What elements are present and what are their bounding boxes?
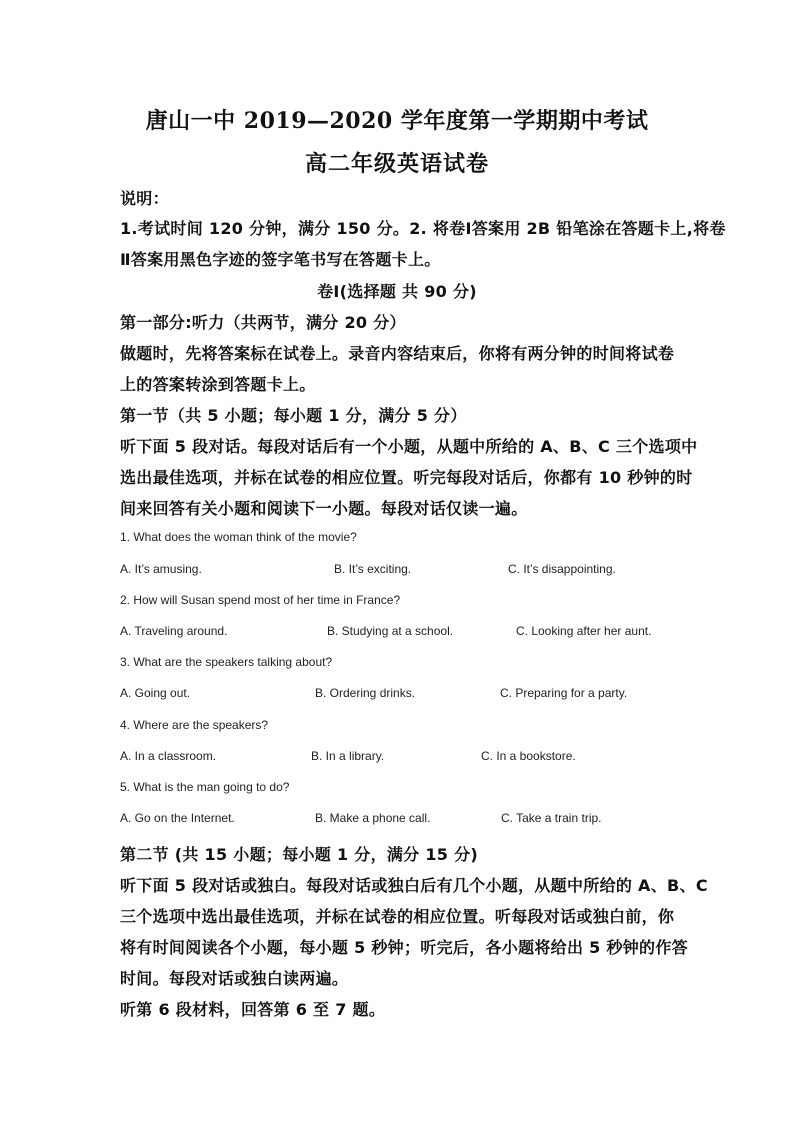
question-1: 1. What does the woman think of the movie? xyxy=(120,530,357,544)
question-2-option-a: A. Traveling around. xyxy=(120,624,228,638)
section-2-desc-line-3: 将有时间阅读各个小题，每小题 5 秒钟；听完后，各小题将给出 5 秒钟的作答 xyxy=(120,938,688,957)
question-1-option-c: C. It’s disappointing. xyxy=(508,562,616,576)
exam-subtitle: 高二年级英语试卷 xyxy=(304,151,489,177)
section-1-heading: 第一节（共 5 小题；每小题 1 分，满分 5 分） xyxy=(120,406,467,425)
section-1-desc-line-3: 间来回答有关小题和阅读下一小题。每段对话仅读一遍。 xyxy=(120,499,528,518)
question-1-option-a: A. It’s amusing. xyxy=(120,562,202,576)
question-2-option-b: B. Studying at a school. xyxy=(327,624,454,638)
part-1-heading: 第一部分:听力（共两节，满分 20 分） xyxy=(120,313,406,332)
question-2: 2. How will Susan spend most of her time in France? xyxy=(120,593,401,607)
question-4-option-c: C. In a bookstore. xyxy=(481,749,576,763)
instructions-line-2: Ⅱ答案用黑色字迹的签字笔书写在答题卡上。 xyxy=(120,250,441,269)
question-5-option-c: C. Take a train trip. xyxy=(501,811,602,825)
material-6-note: 听第 6 段材料，回答第 6 至 7 题。 xyxy=(120,1000,386,1019)
question-4: 4. Where are the speakers? xyxy=(120,718,269,732)
section-2-desc-line-4: 时间。每段对话或独白读两遍。 xyxy=(120,969,349,988)
question-5-option-b: B. Make a phone call. xyxy=(315,811,431,825)
question-4-option-a: A. In a classroom. xyxy=(120,749,217,763)
question-3-option-c: C. Preparing for a party. xyxy=(500,686,628,700)
part-1-note-line-2: 上的答案转涂到答题卡上。 xyxy=(120,375,316,394)
question-4-option-b: B. In a library. xyxy=(311,749,385,763)
question-5-option-a: A. Go on the Internet. xyxy=(120,811,235,825)
exam-title: 唐山一中 2019—2020 学年度第一学期期中考试 xyxy=(145,108,649,134)
question-3: 3. What are the speakers talking about? xyxy=(120,655,333,669)
volume-1-heading: 卷Ⅰ(选择题 共 90 分) xyxy=(317,282,477,301)
section-2-desc-line-2: 三个选项中选出最佳选项，并标在试卷的相应位置。听每段对话或独白前，你 xyxy=(120,907,675,926)
question-3-option-a: A. Going out. xyxy=(120,686,191,700)
part-1-note-line-1: 做题时，先将答案标在试卷上。录音内容结束后，你将有两分钟的时间将试卷 xyxy=(120,344,675,363)
section-1-desc-line-1: 听下面 5 段对话。每段对话后有一个小题，从题中所给的 A、B、C 三个选项中 xyxy=(120,437,698,456)
question-1-option-b: B. It’s exciting. xyxy=(334,562,412,576)
question-3-option-b: B. Ordering drinks. xyxy=(315,686,416,700)
section-2-desc-line-1: 听下面 5 段对话或独白。每段对话或独白后有几个小题，从题中所给的 A、B、C xyxy=(120,876,708,895)
question-2-option-c: C. Looking after her aunt. xyxy=(516,624,652,638)
instructions-label: 说明： xyxy=(120,189,169,208)
question-5: 5. What is the man going to do? xyxy=(120,780,290,794)
section-1-desc-line-2: 选出最佳选项，并标在试卷的相应位置。听完每段对话后，你都有 10 秒钟的时 xyxy=(120,468,693,487)
instructions-line-1: 1.考试时间 120 分钟，满分 150 分。2. 将卷Ⅰ答案用 2B 铅笔涂在答题卡上,将卷 xyxy=(120,219,726,238)
section-2-heading: 第二节 (共 15 小题；每小题 1 分，满分 15 分) xyxy=(120,845,478,864)
